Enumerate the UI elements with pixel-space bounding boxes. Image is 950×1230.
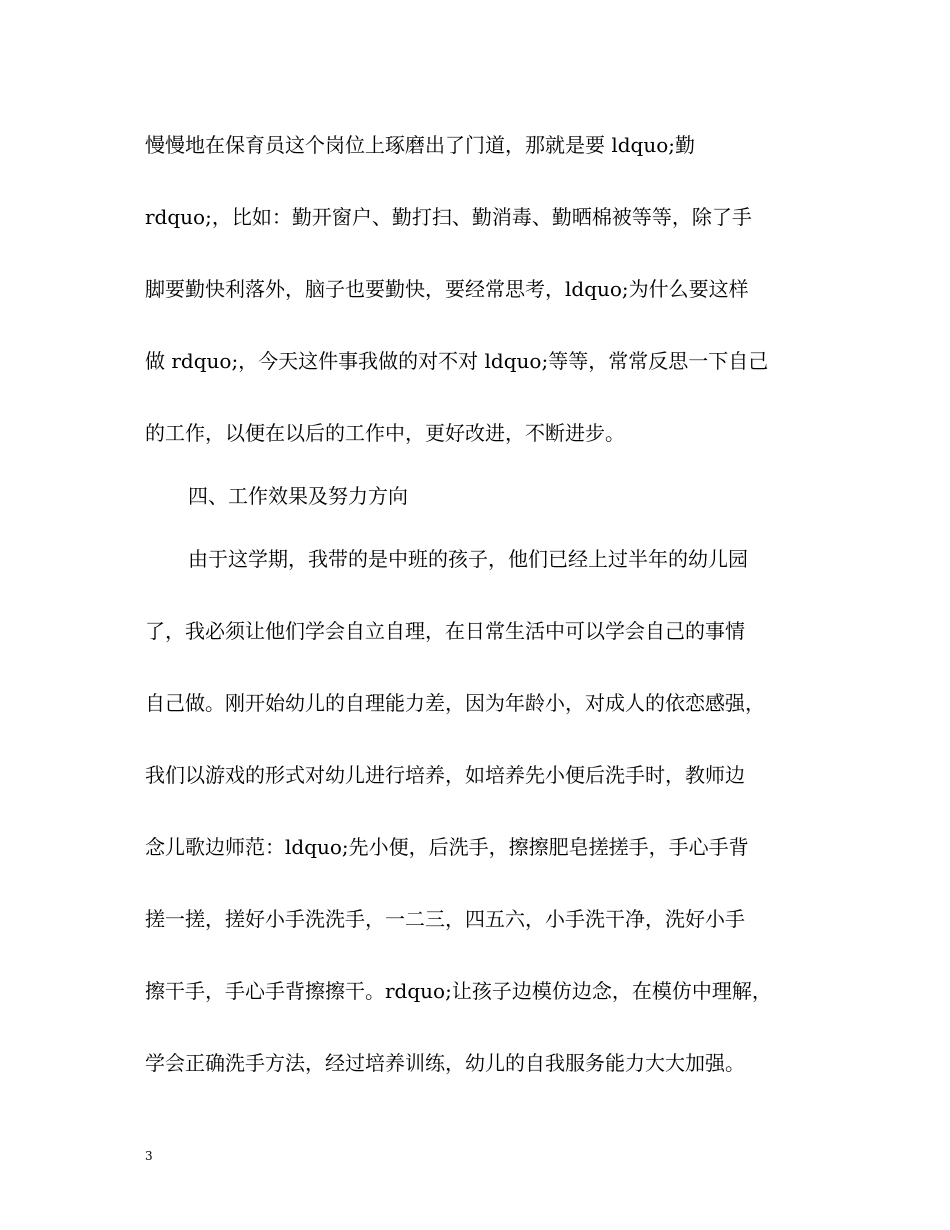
- paragraph-line: 的工作，以便在以后的工作中，更好改进，不断进步。: [145, 421, 625, 445]
- paragraph-line: 我们以游戏的形式对幼儿进行培养，如培养先小便后洗手时，教师边: [145, 763, 745, 787]
- paragraph-line: 由于这学期，我带的是中班的孩子，他们已经上过半年的幼儿园: [188, 547, 748, 571]
- paragraph-line: 做 rdquo;，今天这件事我做的对不对 ldquo;等等，常常反思一下自己: [145, 349, 769, 373]
- section-heading: 四、工作效果及努力方向: [188, 484, 408, 508]
- paragraph-line: 念儿歌边师范：ldquo;先小便，后洗手，擦擦肥皂搓搓手，手心手背: [145, 835, 749, 859]
- paragraph-line: 搓一搓，搓好小手洗洗手，一二三，四五六，小手洗干净，洗好小手: [145, 907, 745, 931]
- paragraph-line: 脚要勤快利落外，脑子也要勤快，要经常思考，ldquo;为什么要这样: [145, 277, 749, 301]
- paragraph-line: 慢慢地在保育员这个岗位上琢磨出了门道，那就是要 ldquo;勤: [145, 133, 696, 157]
- paragraph-line: 擦干手，手心手背擦擦干。rdquo;让孩子边模仿边念，在模仿中理解，: [145, 979, 772, 1003]
- page-number: 3: [145, 1149, 153, 1163]
- paragraph-line: 学会正确洗手方法，经过培养训练，幼儿的自我服务能力大大加强。: [145, 1051, 745, 1075]
- paragraph-line: rdquo;，比如：勤开窗户、勤打扫、勤消毒、勤晒棉被等等，除了手: [145, 205, 752, 229]
- paragraph-line: 自己做。刚开始幼儿的自理能力差，因为年龄小，对成人的依恋感强，: [145, 691, 765, 715]
- paragraph-line: 了，我必须让他们学会自立自理，在日常生活中可以学会自己的事情: [145, 619, 745, 643]
